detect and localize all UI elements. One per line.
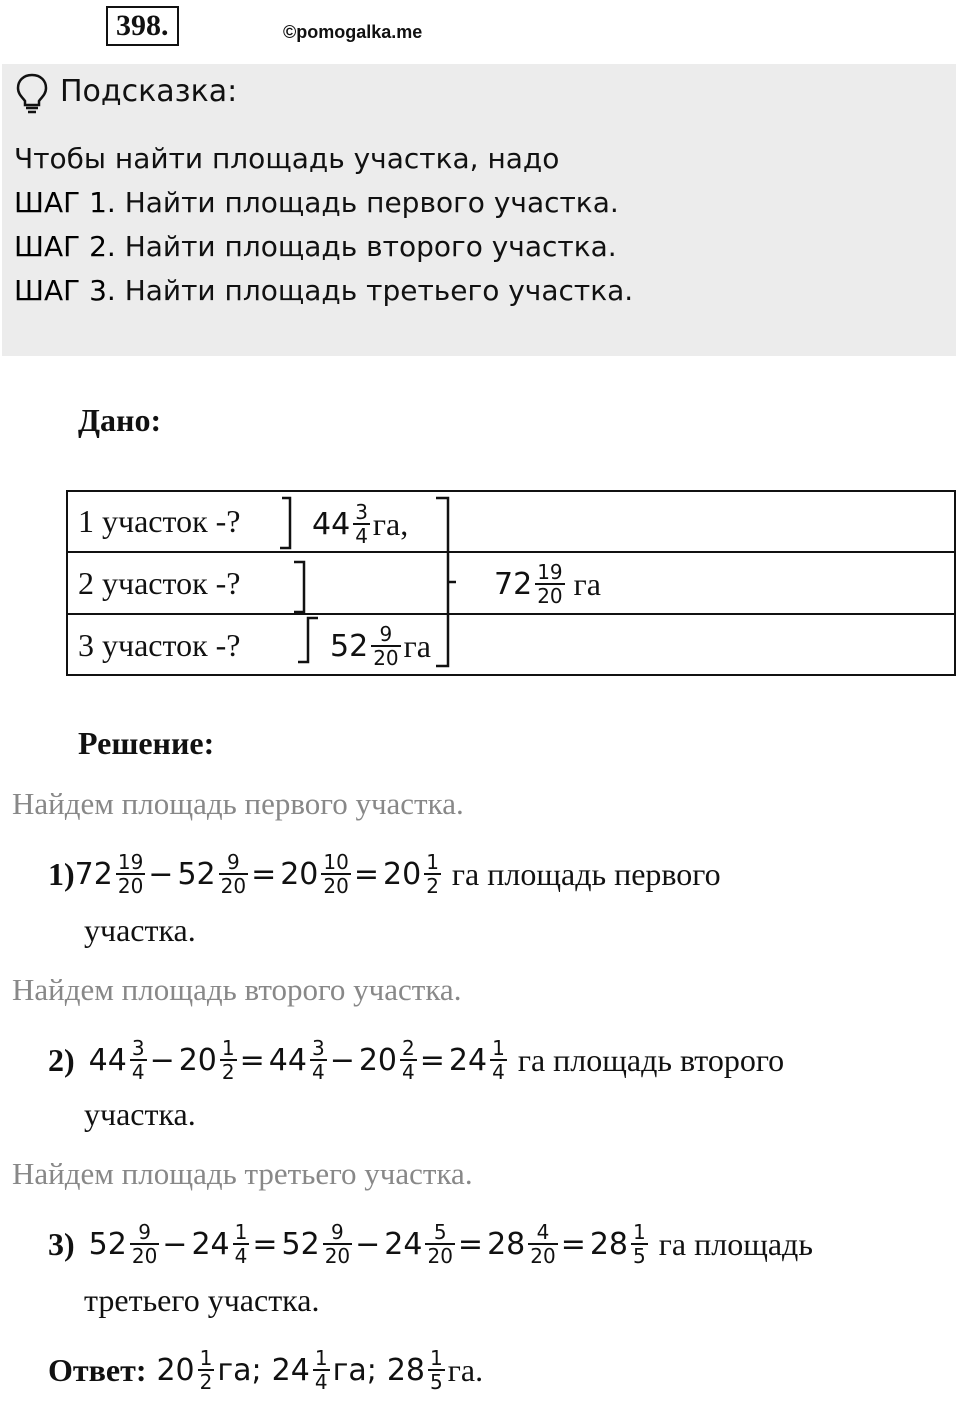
hint-intro: Чтобы найти площадь участка, надо <box>14 142 560 175</box>
fraction <box>321 851 350 897</box>
numerator: 4 <box>528 1221 557 1245</box>
whole: 52 <box>177 856 216 892</box>
fraction <box>371 623 400 669</box>
fraction <box>220 1037 237 1083</box>
denominator: 20 <box>373 646 399 670</box>
equals-sign: = <box>457 1226 484 1262</box>
table-divider <box>66 551 956 553</box>
denominator: 20 <box>131 1244 158 1268</box>
fraction <box>528 1221 557 1267</box>
fraction <box>353 501 370 547</box>
whole: 72 <box>494 566 533 602</box>
table-divider <box>66 613 956 615</box>
numerator: 1 <box>492 1036 505 1060</box>
step-tail: га площадь первого <box>451 855 721 892</box>
denominator: 4 <box>131 1060 145 1084</box>
fraction <box>198 1347 215 1393</box>
numerator: 9 <box>323 1221 352 1245</box>
whole: 20 <box>280 856 319 892</box>
whole: 24 <box>384 1226 423 1262</box>
numerator: 1 <box>221 1036 235 1060</box>
unit: га <box>403 627 431 664</box>
minus-sign: − <box>355 1226 381 1262</box>
numerator: 1 <box>314 1346 328 1370</box>
whole: 44 <box>268 1042 307 1078</box>
equals-sign: = <box>252 1226 278 1262</box>
denominator: 4 <box>311 1060 325 1084</box>
given-first-value <box>312 496 408 552</box>
denominator: 20 <box>427 1244 453 1268</box>
numerator: 1 <box>426 850 439 874</box>
lightbulb-icon <box>14 72 50 119</box>
step-index: 3) <box>48 1225 75 1262</box>
fraction <box>425 1221 454 1267</box>
answer-label: Ответ: <box>48 1351 147 1388</box>
given-total-value <box>494 556 601 612</box>
whole: 20 <box>383 856 422 892</box>
numerator: 1 <box>430 1346 443 1370</box>
given-row-3: 3 участок -? <box>78 627 241 663</box>
step-index: 1) <box>48 855 75 892</box>
numerator: 9 <box>371 623 400 647</box>
unit: га <box>573 565 601 602</box>
fraction <box>631 1221 648 1267</box>
numerator: 2 <box>402 1036 415 1060</box>
fraction <box>130 1037 147 1083</box>
fraction <box>428 1347 445 1393</box>
solution-title: Решение: <box>78 725 215 761</box>
equals-sign: = <box>419 1042 445 1078</box>
denominator: 2 <box>221 1060 235 1084</box>
numerator: 19 <box>537 560 563 584</box>
step-label: ШАГ 3. <box>14 274 116 307</box>
hint-step-3 <box>14 274 633 307</box>
step-1-caption: Найдем площадь первого участка. <box>12 786 464 821</box>
numerator: 3 <box>311 1036 325 1060</box>
step-label: ШАГ 2. <box>14 230 116 263</box>
whole: 44 <box>88 1042 127 1078</box>
step-3-tail2: третьего участка. <box>84 1282 320 1318</box>
whole: 20 <box>156 1352 195 1388</box>
numerator: 9 <box>219 851 248 875</box>
denominator: 20 <box>530 1244 556 1268</box>
fraction <box>219 851 248 897</box>
minus-sign: − <box>329 1042 355 1078</box>
step-tail: га площадь второго <box>517 1041 785 1078</box>
numerator: 5 <box>425 1221 454 1245</box>
answer-separator: га; <box>332 1352 377 1388</box>
given-third-value <box>330 618 431 674</box>
numerator: 10 <box>323 850 349 874</box>
step-text: Найти площадь третьего участка. <box>115 274 634 307</box>
step-tail: га площадь <box>658 1225 813 1262</box>
whole: 28 <box>589 1226 629 1262</box>
denominator: 20 <box>323 874 349 898</box>
step-label: ШАГ 1. <box>14 186 116 219</box>
denominator: 20 <box>117 874 144 898</box>
given-row-1: 1 участок -? <box>78 503 241 539</box>
fraction <box>313 1347 330 1393</box>
minus-sign: − <box>148 856 174 892</box>
whole: 24 <box>271 1352 310 1388</box>
fraction <box>424 851 441 897</box>
whole: 28 <box>386 1352 426 1388</box>
hint-title: Подсказка: <box>60 74 238 109</box>
fraction <box>535 561 564 607</box>
equals-sign: = <box>353 856 379 892</box>
whole: 72 <box>74 856 113 892</box>
answer-line <box>48 1338 483 1402</box>
denominator: 20 <box>220 874 247 898</box>
step-3-caption: Найдем площадь третьего участка. <box>12 1156 473 1191</box>
fraction <box>310 1037 327 1083</box>
unit: га, <box>372 505 409 542</box>
minus-sign: − <box>162 1226 188 1262</box>
hint-step-1 <box>14 186 619 219</box>
fraction <box>400 1037 417 1083</box>
denominator: 20 <box>324 1244 351 1268</box>
step-3-equation <box>48 1212 813 1276</box>
answer-separator: га; <box>217 1352 262 1388</box>
numerator: 1 <box>633 1220 646 1244</box>
denominator: 4 <box>402 1060 415 1084</box>
problem-number: 398. <box>106 6 179 46</box>
numerator: 3 <box>131 1036 145 1060</box>
equals-sign: = <box>239 1042 265 1078</box>
given-title: Дано: <box>78 402 162 438</box>
whole: 44 <box>312 506 351 542</box>
whole: 52 <box>88 1226 127 1262</box>
numerator: 19 <box>117 850 144 874</box>
fraction <box>130 1221 159 1267</box>
whole: 52 <box>330 628 369 664</box>
numerator: 1 <box>199 1346 213 1370</box>
denominator: 2 <box>426 874 439 898</box>
hint-step-2 <box>14 230 617 263</box>
fraction <box>116 851 145 897</box>
denominator: 5 <box>430 1370 443 1394</box>
whole: 20 <box>178 1042 217 1078</box>
given-row-2: 2 участок -? <box>78 565 241 601</box>
denominator: 5 <box>633 1244 646 1268</box>
fraction <box>490 1037 507 1083</box>
denominator: 2 <box>199 1370 213 1394</box>
watermark: ©pomogalka.me <box>283 22 423 42</box>
whole: 20 <box>358 1042 398 1078</box>
numerator: 1 <box>234 1220 248 1244</box>
whole: 52 <box>281 1226 320 1262</box>
equals-sign: = <box>251 856 277 892</box>
answer-end: га. <box>447 1351 484 1388</box>
whole: 24 <box>191 1226 230 1262</box>
minus-sign: − <box>149 1042 175 1078</box>
denominator: 4 <box>234 1244 248 1268</box>
numerator: 9 <box>130 1221 159 1245</box>
fraction <box>233 1221 250 1267</box>
step-2-caption: Найдем площадь второго участка. <box>12 972 462 1007</box>
denominator: 4 <box>355 524 368 548</box>
step-index: 2) <box>48 1041 75 1078</box>
denominator: 4 <box>314 1370 328 1394</box>
fraction <box>323 1221 352 1267</box>
step-1-tail2: участка. <box>84 912 196 948</box>
step-text: Найти площадь первого участка. <box>115 186 619 219</box>
equals-sign: = <box>560 1226 586 1262</box>
step-2-tail2: участка. <box>84 1096 196 1132</box>
whole: 28 <box>487 1226 526 1262</box>
numerator: 3 <box>355 500 368 524</box>
step-1-equation <box>48 842 721 906</box>
step-2-equation <box>48 1028 784 1092</box>
denominator: 4 <box>492 1060 505 1084</box>
denominator: 20 <box>537 584 563 608</box>
step-text: Найти площадь второго участка. <box>115 230 617 263</box>
whole: 24 <box>448 1042 488 1078</box>
